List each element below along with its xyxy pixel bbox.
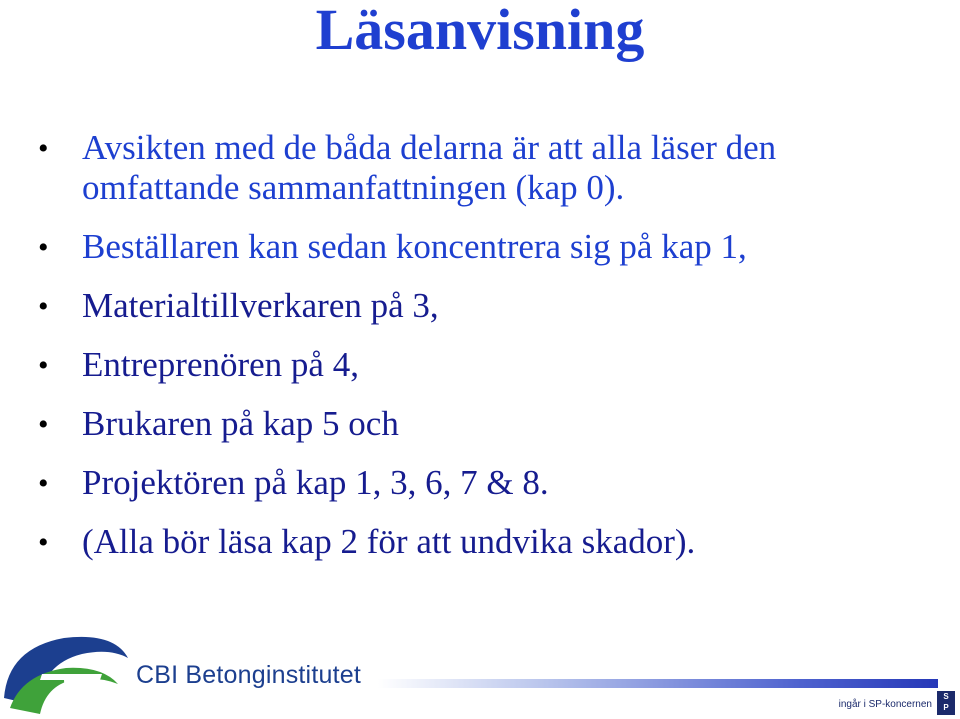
bullet-dot-icon: •	[38, 526, 49, 559]
sp-logo-icon	[937, 691, 955, 715]
bullet-item	[38, 522, 938, 562]
cbi-logo-mark-icon	[2, 628, 130, 716]
logo-name: CBI Betonginstitutet	[136, 661, 361, 689]
bullet-text: Materialtillverkaren på 3,	[82, 286, 439, 325]
bullet-text: Entreprenören på 4,	[82, 345, 359, 384]
sp-logo-letter-s: S	[943, 692, 949, 701]
bullet-item	[38, 128, 938, 208]
bullet-text: Avsikten med de båda delarna är att alla läser den omfattande sammanfattningen (kap 0).	[82, 128, 777, 207]
bullet-dot-icon: •	[38, 231, 49, 264]
slide-title: Läsanvisning	[315, 0, 645, 62]
bullet-dot-icon: •	[38, 290, 49, 323]
bullet-list	[38, 128, 938, 581]
bullet-dot-icon: •	[38, 467, 49, 500]
bullet-text: Beställaren kan sedan koncentrera sig på kap 1,	[82, 227, 747, 266]
bullet-item	[38, 463, 938, 503]
bullet-dot-icon: •	[38, 132, 49, 165]
bullet-item	[38, 345, 938, 385]
bullet-dot-icon: •	[38, 408, 49, 441]
bullet-item	[38, 404, 938, 444]
bullet-text: (Alla bör läsa kap 2 för att undvika skador).	[82, 522, 696, 561]
bullet-text: Brukaren på kap 5 och	[82, 404, 399, 443]
bullet-item	[38, 286, 938, 326]
sp-logo-letter-p: P	[943, 703, 949, 712]
slide-footer	[0, 628, 960, 719]
bullet-text: Projektören på kap 1, 3, 6, 7 & 8.	[82, 463, 549, 502]
footer-gradient-bar	[378, 679, 938, 688]
sp-tagline: ingår i SP-koncernen	[838, 699, 932, 710]
bullet-dot-icon: •	[38, 349, 49, 382]
bullet-item	[38, 227, 938, 267]
